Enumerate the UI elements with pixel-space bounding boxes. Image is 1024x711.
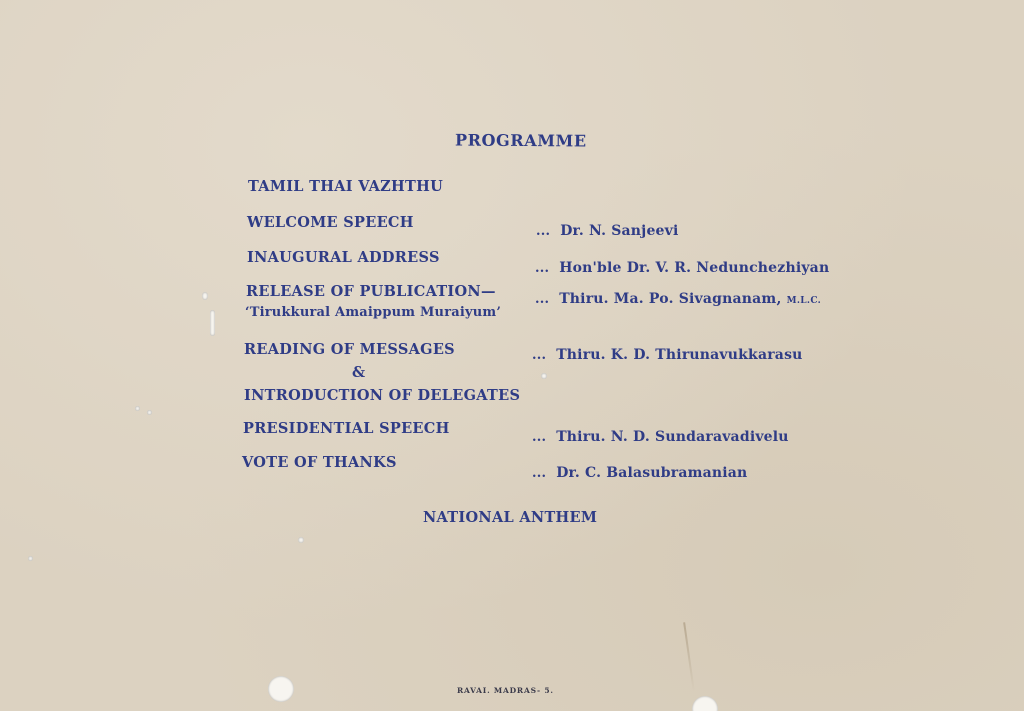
programme-item-release-of-publication: RELEASE OF PUBLICATION— <box>246 283 496 300</box>
paper-speck <box>135 406 140 411</box>
programme-item-tamil-thai-vazhthu: TAMIL THAI VAZHTHU <box>248 178 444 195</box>
speaker-presidential-speech <box>532 429 789 445</box>
programme-item-introduction-of-delegates: INTRODUCTION OF DELEGATES <box>244 387 521 404</box>
programme-item-vote-of-thanks: VOTE OF THANKS <box>242 454 397 471</box>
printer-imprint: RAVAI. MADRAS- 5. <box>457 686 554 695</box>
programme-item-reading-of-messages: READING OF MESSAGES <box>244 341 455 358</box>
paper-speck <box>28 556 33 561</box>
speaker-name: Thiru. Ma. Po. Sivagnanam, <box>559 291 782 307</box>
speaker-release-of-publication <box>535 291 821 307</box>
programme-item-welcome-speech: WELCOME SPEECH <box>247 214 414 231</box>
paper-speck <box>202 292 208 300</box>
leader-dots: ... <box>532 466 547 481</box>
paper-crease <box>683 622 695 692</box>
paper-speck <box>541 373 547 379</box>
speaker-welcome-speech <box>536 223 679 239</box>
connector-ampersand: & <box>352 364 366 381</box>
speaker-reading-of-messages <box>532 347 803 363</box>
speaker-name: Thiru. N. D. Sundaravadivelu <box>556 429 789 445</box>
speaker-name: Dr. C. Balasubramanian <box>556 465 748 481</box>
programme-item-inaugural-address: INAUGURAL ADDRESS <box>247 249 440 266</box>
leader-dots: ... <box>532 430 547 445</box>
page-title: PROGRAMME <box>454 130 587 151</box>
paper-speck <box>147 410 152 415</box>
leader-dots: ... <box>536 224 551 239</box>
speaker-vote-of-thanks <box>532 465 747 481</box>
publication-title: ‘Tirukkural Amaippum Muraiyum’ <box>245 305 502 320</box>
speaker-name: Hon'ble Dr. V. R. Nedunchezhiyan <box>559 260 830 276</box>
punch-hole-left <box>268 676 294 702</box>
paper-scratch <box>210 310 215 336</box>
national-anthem: NATIONAL ANTHEM <box>423 509 598 526</box>
speaker-inaugural-address <box>535 260 829 276</box>
leader-dots: ... <box>535 261 550 276</box>
leader-dots: ... <box>535 292 550 307</box>
speaker-name: Dr. N. Sanjeevi <box>560 223 679 239</box>
programme-item-presidential-speech: PRESIDENTIAL SPEECH <box>243 420 450 437</box>
punch-hole-right <box>692 696 718 711</box>
leader-dots: ... <box>532 348 547 363</box>
paper-speck <box>298 537 304 543</box>
speaker-name: Thiru. K. D. Thirunavukkarasu <box>556 347 803 363</box>
speaker-suffix: M.L.C. <box>786 296 822 306</box>
